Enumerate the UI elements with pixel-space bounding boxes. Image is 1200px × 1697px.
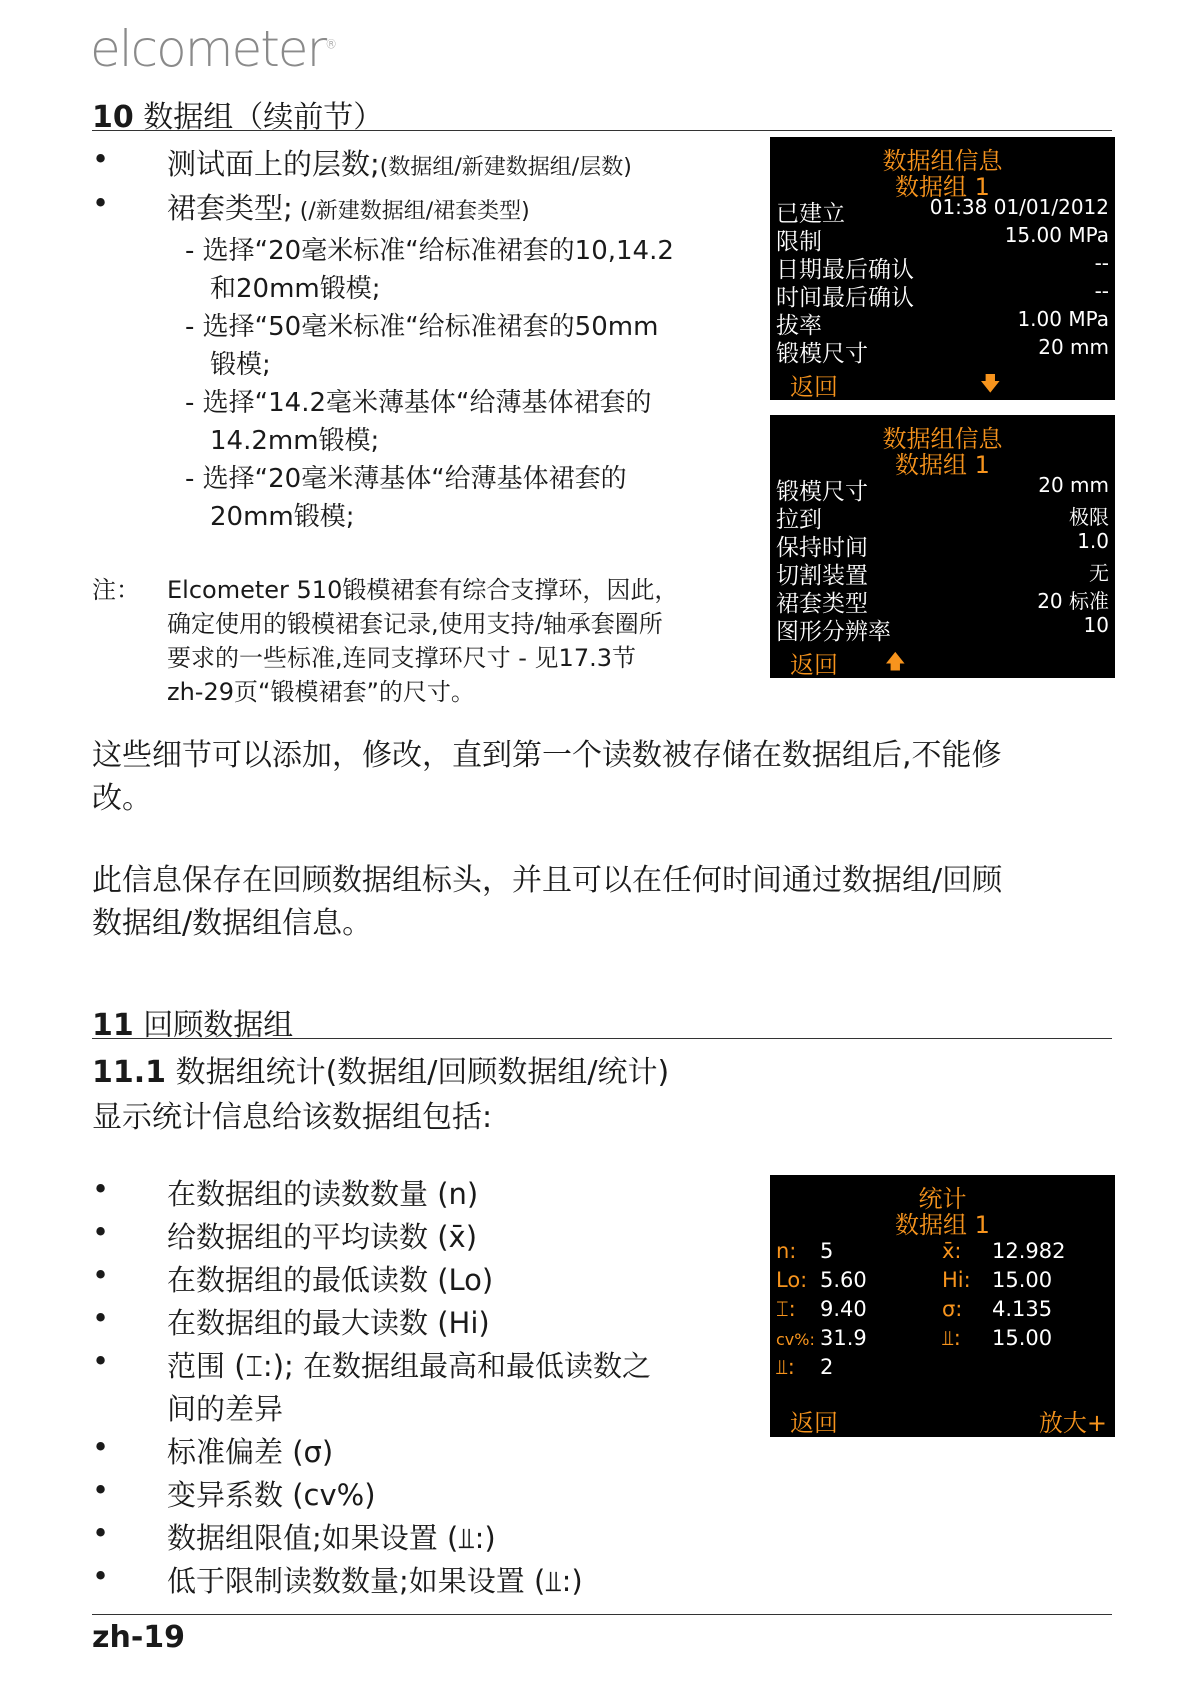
back-button[interactable]: 返回 <box>790 1409 838 1437</box>
back-button[interactable]: 返回 <box>790 373 838 401</box>
note-line: Elcometer 510锻模裙套有综合支撑环，因此， <box>167 576 679 604</box>
stat-below-limit: ⫫: <box>776 1355 795 1379</box>
note-line: 要求的一些标准,连同支撑环尺寸 - 见17.3节 <box>167 644 636 672</box>
zoom-button[interactable]: 放大+ <box>1038 1409 1107 1437</box>
stat-lo: Lo: <box>776 1268 808 1292</box>
heading-rule <box>92 1038 1112 1039</box>
sub-item: - 选择“50毫米标准“给标准裙套的50mm <box>185 312 659 342</box>
note-line: 确定使用的锻模裙套记录,使用支持/轴承套圈所 <box>167 610 663 638</box>
stat-below-limit-value: 2 <box>820 1355 834 1379</box>
screen-row: 拔率 1.00 MPa <box>776 307 1109 339</box>
stat-mean: x̄: <box>942 1239 962 1263</box>
stat-limit-value: 15.00 <box>992 1326 1053 1350</box>
stat-hi: Hi: <box>942 1268 971 1292</box>
screen-row: 保持时间 1.0 <box>776 529 1109 561</box>
screen-row: 锻模尺寸 20 mm <box>776 335 1109 367</box>
stat-lo-value: 5.60 <box>820 1268 867 1292</box>
note-label: 注： <box>92 576 140 604</box>
elcometer-logo: elcometer® <box>90 20 338 78</box>
screen-row: 裙套类型 20 标准 <box>776 589 1109 617</box>
screen-row: 限制 15.00 MPa <box>776 223 1109 255</box>
screen-title: 统计 <box>918 1185 967 1213</box>
stat-range: ⌶: <box>776 1297 796 1321</box>
screen-title: 数据组信息 <box>882 425 1003 453</box>
stat-sigma: σ: <box>942 1297 963 1321</box>
arrow-down-icon: 🡇 <box>980 371 1001 395</box>
statistics-screen <box>770 1175 1115 1437</box>
screen-subtitle: 数据组 1 <box>895 173 990 201</box>
sub-item: 和20mm锻模; <box>210 274 381 304</box>
stat-mean-value: 12.982 <box>992 1239 1066 1263</box>
stat-n: n: <box>776 1239 797 1263</box>
stat-sigma-value: 4.135 <box>992 1297 1053 1321</box>
screen-row: 锻模尺寸 20 mm <box>776 473 1109 505</box>
paragraph-edit-info: 这些细节可以添加，修改，直到第一个读数被存储在数据组后,不能修 <box>92 738 1002 773</box>
page-number: zh-19 <box>92 1620 186 1655</box>
arrow-up-icon: 🡅 <box>885 649 906 673</box>
screen-row: 图形分辨率 10 <box>776 613 1109 645</box>
sub-item: 20mm锻模; <box>210 502 355 532</box>
stat-hi-value: 15.00 <box>992 1268 1053 1292</box>
screen-row: 已建立 01:38 01/01/2012 <box>776 195 1109 227</box>
paragraph-saved-info: 此信息保存在回顾数据组标头，并且可以在任何时间通过数据组/回顾 <box>92 863 1003 898</box>
stat-range-value: 9.40 <box>820 1297 867 1321</box>
screen-row: 拉到 极限 <box>776 505 1109 533</box>
screen-row: 切割装置 无 <box>776 561 1109 589</box>
section-10-heading: 10 数据组（续前节） <box>92 100 384 135</box>
sub-item: - 选择“20毫米薄基体“给薄基体裙套的 <box>185 464 627 494</box>
stat-cv-value: 31.9 <box>820 1326 867 1350</box>
sub-item: - 选择“20毫米标准“给标准裙套的10,14.2 <box>185 236 674 266</box>
heading-rule <box>92 130 1112 131</box>
sub-item: - 选择“14.2毫米薄基体“给薄基体裙套的 <box>185 388 652 418</box>
note-line: zh-29页“锻模裙套”的尺寸。 <box>167 678 475 706</box>
stat-n-value: 5 <box>820 1239 834 1263</box>
section-11-heading: 11 回顾数据组 <box>92 1008 294 1043</box>
stat-cv: cv%: <box>776 1330 815 1349</box>
paragraph-saved-info-cont: 数据组/数据组信息。 <box>92 906 373 941</box>
sub-item: 14.2mm锻模; <box>210 426 380 456</box>
paragraph-edit-info-cont: 改。 <box>92 781 152 816</box>
footer-rule <box>92 1614 1112 1615</box>
data-set-info-screen-1 <box>770 137 1115 400</box>
stat-limit: ⫫: <box>942 1326 961 1350</box>
section-11-1-heading: 11.1 数据组统计(数据组/回顾数据组/统计) <box>92 1055 670 1090</box>
screen-row: 日期最后确认 -- <box>776 251 1109 283</box>
screen-row: 时间最后确认 -- <box>776 279 1109 311</box>
screen-title: 数据组信息 <box>882 147 1003 175</box>
screen-subtitle: 数据组 1 <box>895 451 990 479</box>
sub-item: 锻模; <box>210 350 271 380</box>
back-button[interactable]: 返回 <box>790 651 838 679</box>
data-set-info-screen-2 <box>770 415 1115 678</box>
stats-intro: 显示统计信息给该数据组包括: <box>92 1100 493 1135</box>
screen-subtitle: 数据组 1 <box>895 1211 990 1239</box>
